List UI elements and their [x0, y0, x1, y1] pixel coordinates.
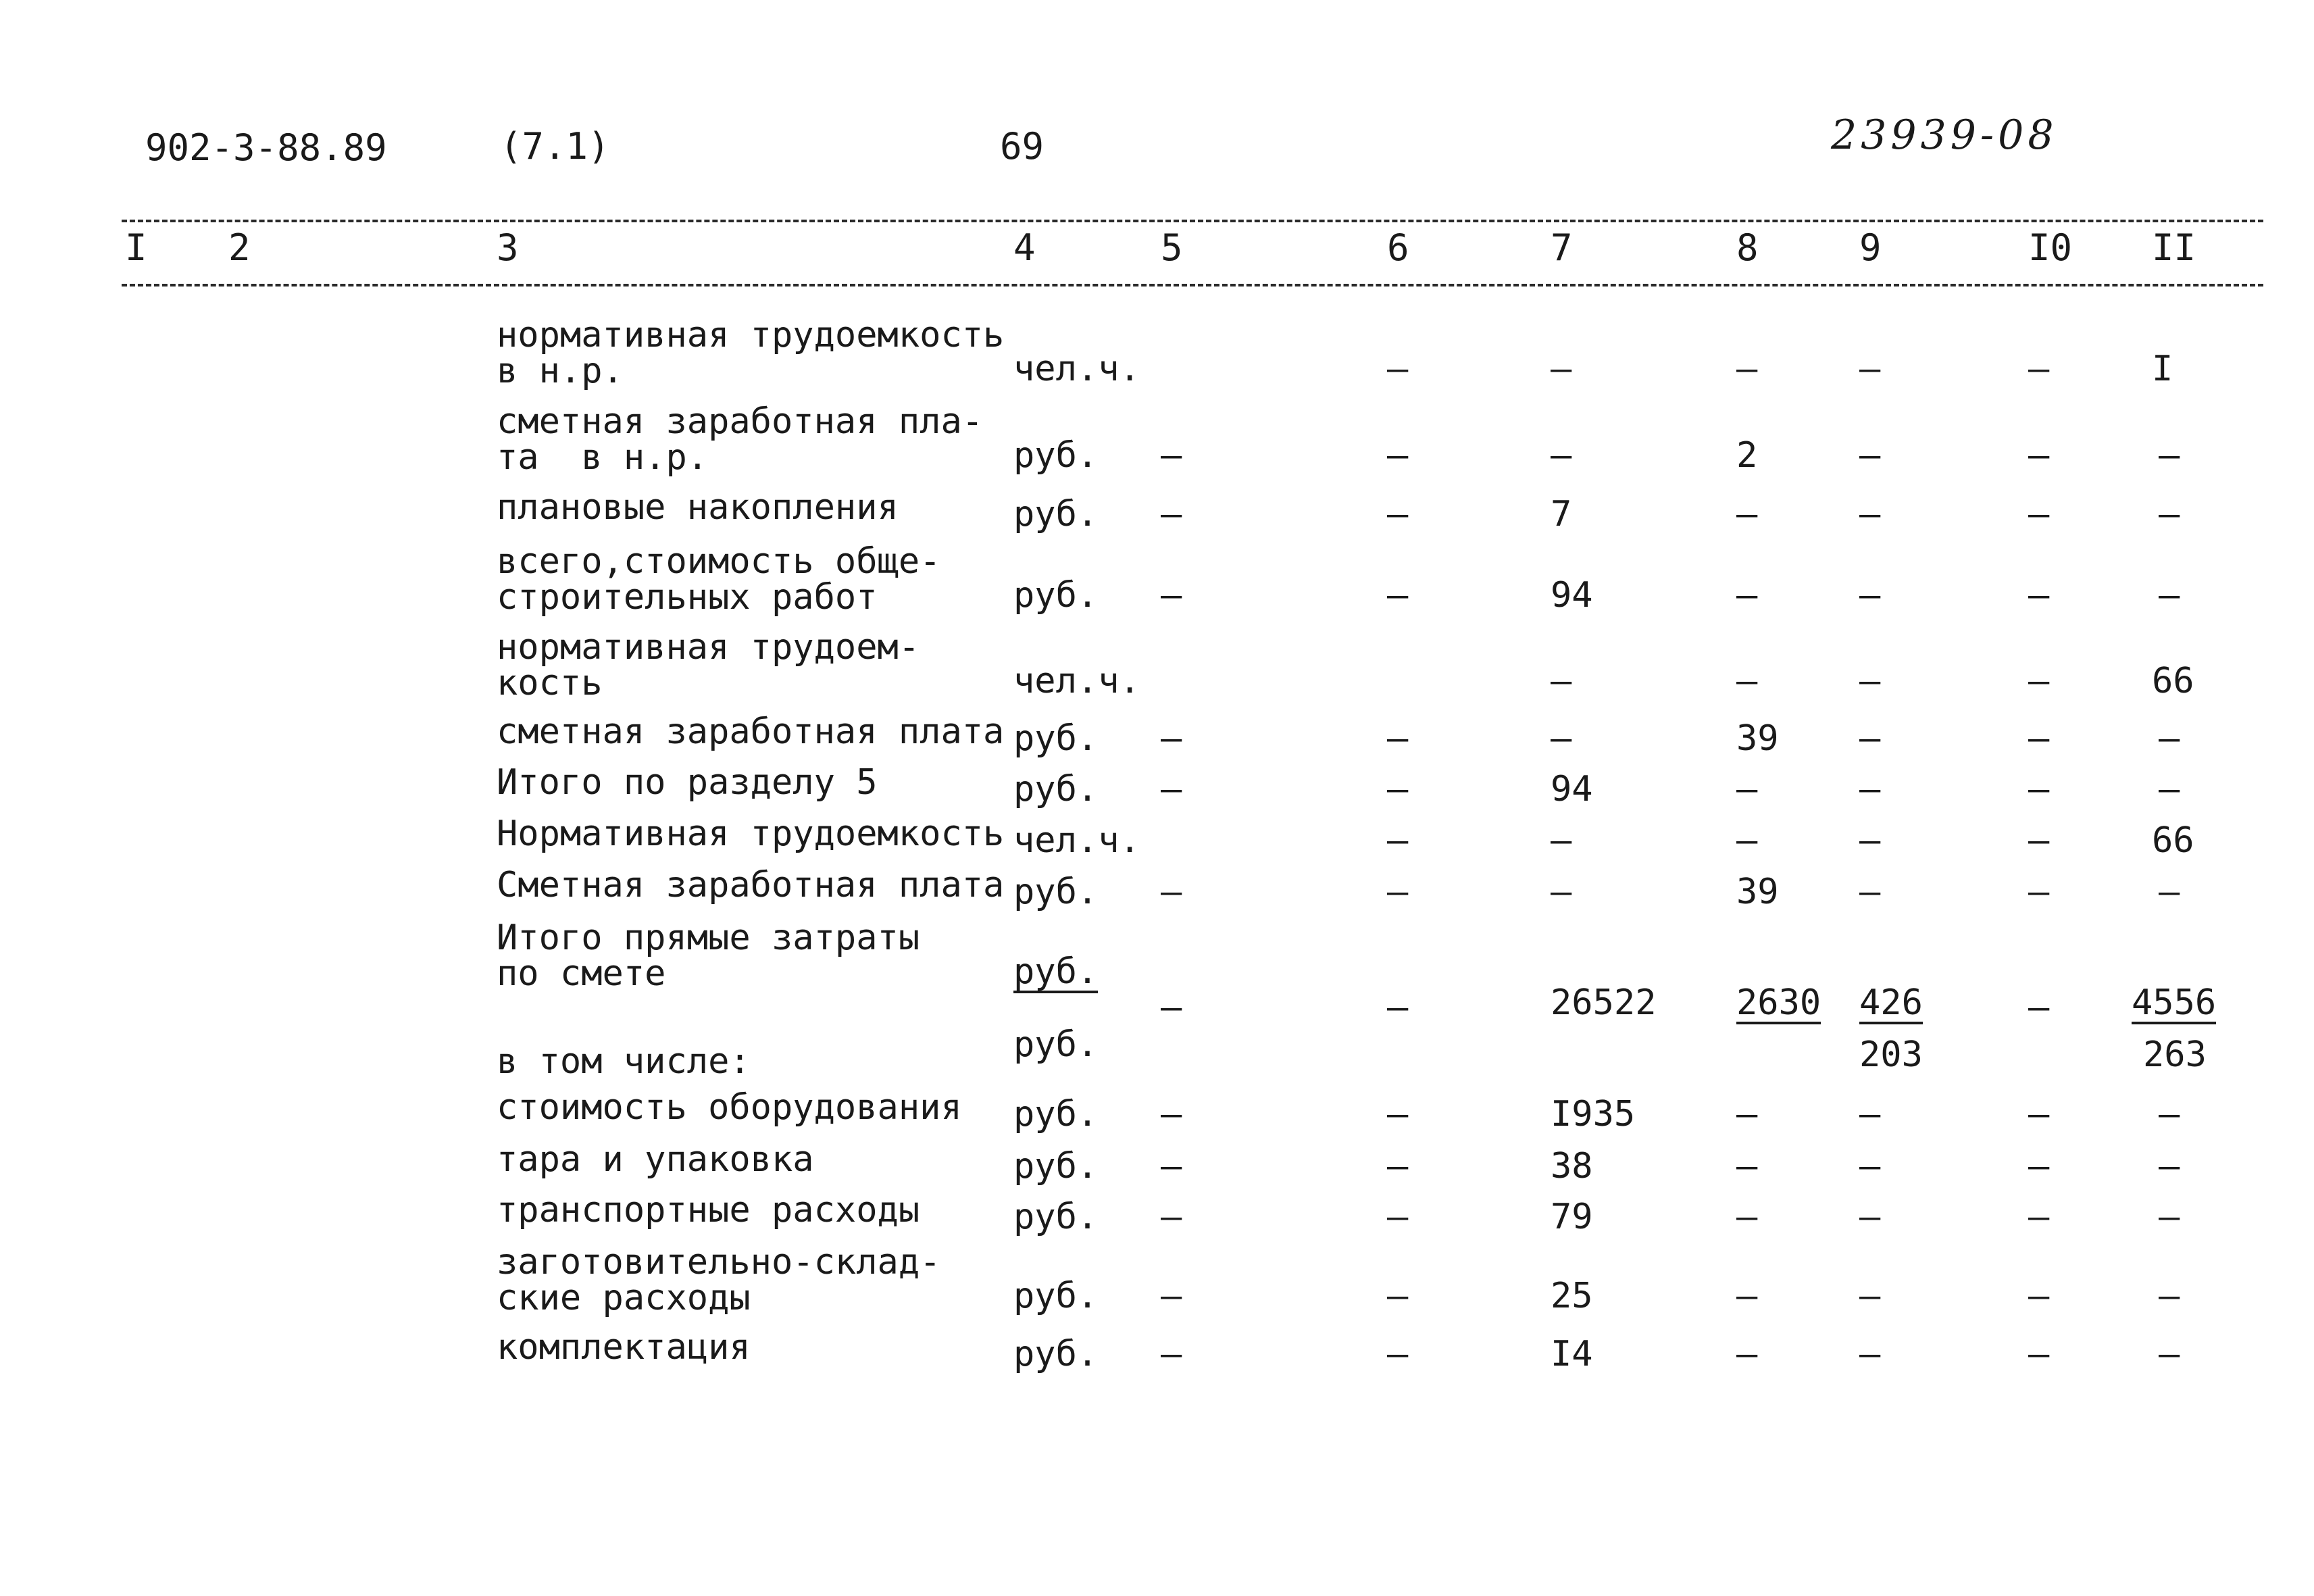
table-row	[0, 1190, 2314, 1240]
col-num-7: 7	[1551, 226, 1573, 269]
total-c10: –	[2028, 987, 2050, 1028]
cell-unit: руб.	[1013, 1094, 1099, 1134]
cell-c5: –	[1161, 1334, 1182, 1374]
row-description: всего,стоимость обще- строительных работ	[497, 541, 941, 618]
cell-c7: I935	[1551, 1094, 1636, 1134]
doc-code: 902-3-88.89	[145, 126, 387, 169]
cell-c5: –	[1161, 435, 1182, 476]
cell-c8: –	[1736, 1276, 1758, 1316]
table-row	[0, 714, 2314, 762]
cell-unit: руб.	[1013, 718, 1099, 759]
cell-c7: I4	[1551, 1334, 1593, 1374]
table-row	[0, 1087, 2314, 1137]
cell-c7: –	[1551, 872, 1572, 912]
total-c11-bottom: 263	[2143, 1034, 2207, 1075]
table-row	[0, 1242, 2314, 1319]
cell-c5: –	[1161, 718, 1182, 759]
cell-c8: –	[1736, 661, 1758, 701]
cell-c5: –	[1161, 575, 1182, 616]
total-c9-top: 426	[1859, 982, 1923, 1023]
col-num-4: 4	[1013, 226, 1036, 269]
cell-unit: руб.	[1013, 435, 1099, 476]
total-description: Итого прямые затраты по смете	[497, 918, 920, 994]
cell-c7: 94	[1551, 575, 1593, 616]
cell-c6: –	[1387, 575, 1409, 616]
cell-c6: –	[1387, 1334, 1409, 1374]
cell-unit: руб.	[1013, 1334, 1099, 1374]
total-sub-description: в том числе:	[497, 1041, 751, 1082]
cell-c10: –	[2028, 1094, 2050, 1134]
total-c9-bottom: 203	[1859, 1034, 1923, 1075]
table-header-rule	[122, 284, 2263, 286]
row-description: плановые накопления	[497, 487, 899, 528]
table-row	[0, 1139, 2314, 1189]
total-c11-top: 4556	[2132, 982, 2217, 1023]
cell-unit: руб.	[1013, 1276, 1099, 1316]
cell-c10: –	[2028, 349, 2050, 389]
col-num-6: 6	[1387, 226, 1409, 269]
cell-c9: –	[1859, 1146, 1881, 1187]
cell-c10: –	[2028, 1197, 2050, 1237]
cell-unit: руб.	[1013, 769, 1099, 809]
cell-c5: –	[1161, 1146, 1182, 1187]
cell-c5: –	[1161, 769, 1182, 809]
cell-c6: –	[1387, 1276, 1409, 1316]
col-num-2: 2	[228, 226, 251, 269]
table-row	[0, 541, 2314, 618]
row-description: нормативная трудоемкость в н.р.	[497, 315, 1005, 391]
total-c5: –	[1161, 987, 1182, 1028]
total-c8: 2630	[1736, 982, 1821, 1023]
col-num-11: II	[2152, 226, 2196, 269]
col-num-9: 9	[1859, 226, 1882, 269]
cell-c9: –	[1859, 1334, 1881, 1374]
cell-c9: –	[1859, 661, 1881, 701]
table-row	[0, 627, 2314, 704]
cell-unit: руб.	[1013, 494, 1099, 534]
cell-unit: чел.ч.	[1013, 349, 1140, 389]
table-row	[0, 762, 2314, 812]
cell-c11: –	[2159, 435, 2180, 476]
cell-c7: 38	[1551, 1146, 1593, 1187]
cell-c6: –	[1387, 820, 1409, 861]
col-num-3: 3	[497, 226, 519, 269]
cell-c9: –	[1859, 1197, 1881, 1237]
total-c7: 26522	[1551, 982, 1657, 1023]
row-description: комплектация	[497, 1327, 751, 1368]
cell-c9: –	[1859, 1276, 1881, 1316]
cell-c9: –	[1859, 820, 1881, 861]
cell-c9: –	[1859, 718, 1881, 759]
cell-c8: –	[1736, 349, 1758, 389]
total-c6: –	[1387, 987, 1409, 1028]
cell-c10: –	[2028, 435, 2050, 476]
cell-unit: чел.ч.	[1013, 661, 1140, 701]
cell-c9: –	[1859, 494, 1881, 534]
cell-unit: руб.	[1013, 872, 1099, 912]
cell-c6: –	[1387, 1146, 1409, 1187]
table-row	[0, 315, 2314, 392]
row-description: тара и упаковка	[497, 1139, 814, 1180]
cell-c5: –	[1161, 872, 1182, 912]
cell-c10: –	[2028, 769, 2050, 809]
cell-c8: –	[1736, 1334, 1758, 1374]
cell-c8: –	[1736, 575, 1758, 616]
cell-c7: –	[1551, 349, 1572, 389]
cell-c11: –	[2159, 1146, 2180, 1187]
cell-unit: руб.	[1013, 575, 1099, 616]
cell-c6: –	[1387, 494, 1409, 534]
cell-c11: –	[2159, 494, 2180, 534]
cell-c7: –	[1551, 661, 1572, 701]
cell-c10: –	[2028, 820, 2050, 861]
cell-c7: 94	[1551, 769, 1593, 809]
cell-c9: –	[1859, 435, 1881, 476]
cell-c10: –	[2028, 718, 2050, 759]
cell-c6: –	[1387, 1094, 1409, 1134]
cell-c7: 79	[1551, 1197, 1593, 1237]
cell-c7: –	[1551, 435, 1572, 476]
row-description: Нормативная трудоемкость	[497, 814, 1005, 854]
cell-c11: –	[2159, 718, 2180, 759]
cell-c11: 66	[2152, 820, 2194, 861]
cell-c9: –	[1859, 1094, 1881, 1134]
cell-c8: –	[1736, 1094, 1758, 1134]
col-num-8: 8	[1736, 226, 1759, 269]
section-number: (7.1)	[500, 125, 610, 168]
cell-c10: –	[2028, 575, 2050, 616]
cell-c11: I	[2152, 349, 2173, 389]
cell-c10: –	[2028, 872, 2050, 912]
cell-c7: 25	[1551, 1276, 1593, 1316]
col-num-5: 5	[1161, 226, 1183, 269]
cell-c6: –	[1387, 872, 1409, 912]
cell-c5: –	[1161, 1094, 1182, 1134]
cell-c5: –	[1161, 1197, 1182, 1237]
cell-c9: –	[1859, 349, 1881, 389]
cell-unit: чел.ч.	[1013, 820, 1140, 861]
cell-c10: –	[2028, 494, 2050, 534]
row-description: стоимость оборудования	[497, 1087, 962, 1128]
table-row	[0, 487, 2314, 537]
cell-c11: –	[2159, 769, 2180, 809]
cell-c11: –	[2159, 872, 2180, 912]
total-unit-bottom: руб.	[1013, 1024, 1099, 1065]
cell-c5: –	[1161, 494, 1182, 534]
cell-c11: –	[2159, 1276, 2180, 1316]
cell-c7: –	[1551, 718, 1572, 759]
cell-c10: –	[2028, 661, 2050, 701]
cell-c5: –	[1161, 1276, 1182, 1316]
cell-c6: –	[1387, 718, 1409, 759]
cell-c8: –	[1736, 1197, 1758, 1237]
col-num-10: I0	[2028, 226, 2073, 269]
cell-unit: руб.	[1013, 1146, 1099, 1187]
cell-c7: –	[1551, 820, 1572, 861]
cell-c11: –	[2159, 1334, 2180, 1374]
cell-unit: руб.	[1013, 1197, 1099, 1237]
cell-c8: 2	[1736, 435, 1758, 476]
cell-c8: –	[1736, 494, 1758, 534]
table-row	[0, 1327, 2314, 1377]
table-top-rule	[122, 220, 2263, 222]
table-row	[0, 816, 2314, 864]
table-row	[0, 865, 2314, 915]
cell-c6: –	[1387, 1197, 1409, 1237]
cell-c9: –	[1859, 872, 1881, 912]
page-number: 69	[1000, 125, 1045, 168]
cell-c6: –	[1387, 349, 1409, 389]
cell-c11: –	[2159, 575, 2180, 616]
cell-c11: –	[2159, 1197, 2180, 1237]
cell-c7: 7	[1551, 494, 1572, 534]
cell-c9: –	[1859, 575, 1881, 616]
cell-c8: –	[1736, 769, 1758, 809]
cell-c6: –	[1387, 769, 1409, 809]
cell-c11: 66	[2152, 661, 2194, 701]
cell-c8: –	[1736, 820, 1758, 861]
cell-c9: –	[1859, 769, 1881, 809]
cell-c8: –	[1736, 1146, 1758, 1187]
row-description: транспортные расходы	[497, 1190, 920, 1230]
total-unit-top: руб.	[1013, 951, 1099, 992]
row-description: заготовительно-склад- ские расходы	[497, 1242, 941, 1318]
cell-c11: –	[2159, 1094, 2180, 1134]
table-row	[0, 401, 2314, 478]
col-num-1: I	[125, 226, 147, 269]
cell-c10: –	[2028, 1276, 2050, 1316]
cell-c8: 39	[1736, 718, 1779, 759]
row-description: Сметная заработная плата	[497, 865, 1005, 905]
cell-c8: 39	[1736, 872, 1779, 912]
stamp-number: 23939-08	[1831, 111, 2058, 159]
row-description: Итого по разделу 5	[497, 762, 878, 803]
cell-c6: –	[1387, 435, 1409, 476]
row-description: сметная заработная пла- та в н.р.	[497, 401, 984, 478]
cell-c10: –	[2028, 1334, 2050, 1374]
row-description: сметная заработная плата	[497, 712, 1005, 752]
cell-c10: –	[2028, 1146, 2050, 1187]
row-description: нормативная трудоем- кость	[497, 627, 920, 703]
